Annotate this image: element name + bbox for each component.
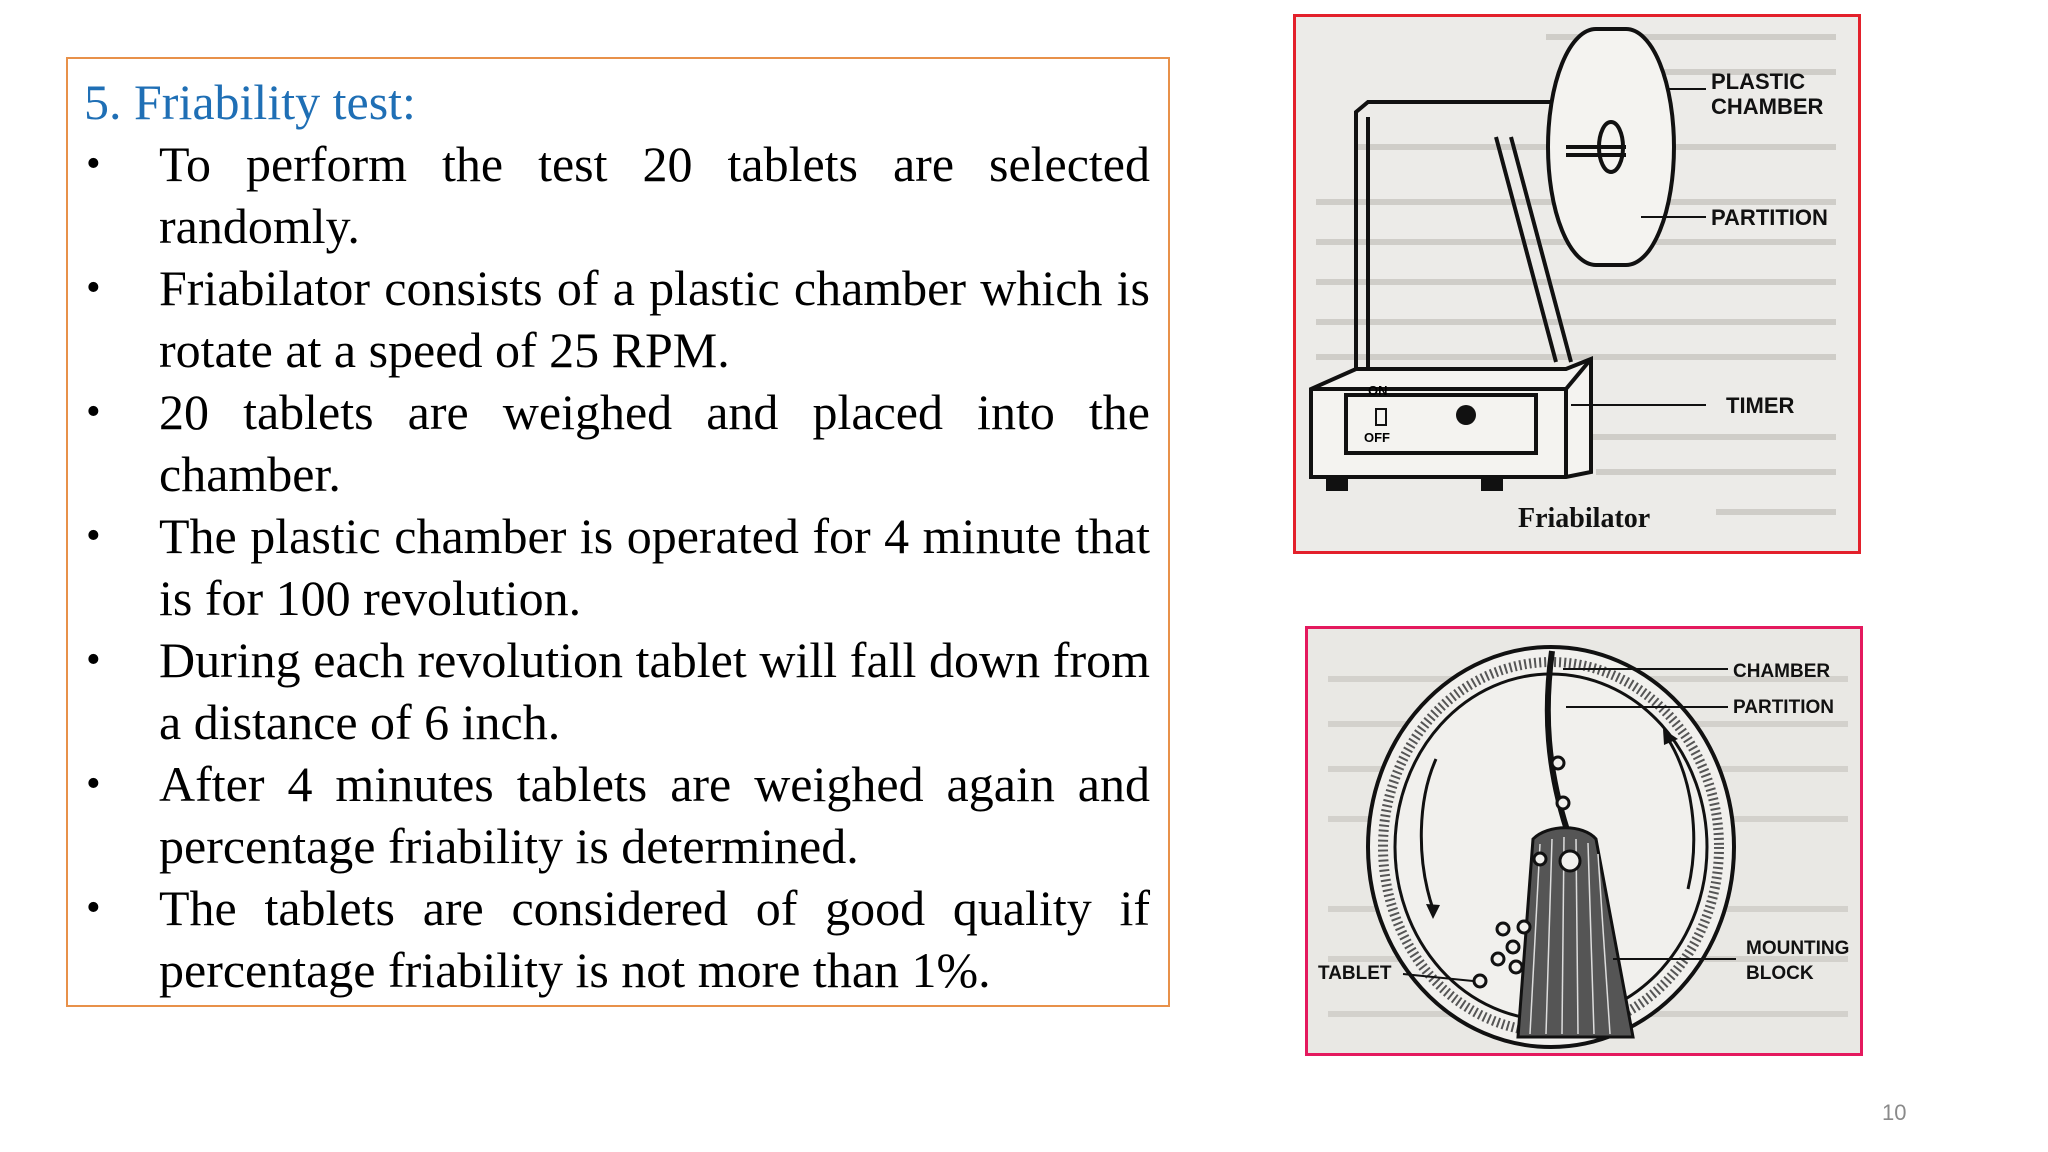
bullet-text: To perform the test 20 tablets are selected randomly. [159,136,1150,254]
content-text-box [66,57,1170,1007]
timer-knob [1456,405,1476,425]
bullet-text: The tablets are considered of good quality if percentage friability is not more than 1%. [159,880,1150,998]
page-number: 10 [1882,1100,1907,1125]
label-mounting: MOUNTING [1746,938,1850,959]
bullet-item [84,381,1150,505]
foot-right [1481,477,1503,491]
bullet-dot: • [86,141,101,187]
label-timer: TIMER [1726,393,1795,418]
bullet-text: 20 tablets are weighed and placed into the chamber. [159,384,1150,502]
label-chamber: CHAMBER [1711,94,1824,119]
foot-left [1326,477,1348,491]
bullet-text: Friabilator consists of a plastic chamber which is rotate at a speed of 25 RPM. [159,260,1150,378]
label-plastic: PLASTIC [1711,69,1806,94]
chamber-drawing [1308,629,1860,1053]
bullet-dot: • [86,389,101,435]
bullet-text: After 4 minutes tablets are weighed again and percentage friability is determined. [159,756,1150,874]
bullet-item [84,505,1150,629]
off-label: OFF [1364,430,1390,445]
friabilator-drawing [1296,17,1858,551]
bullet-dot: • [86,513,101,559]
bullet-text: During each revolution tablet will fall down from a distance of 6 inch. [159,632,1150,750]
bullet-dot: • [86,761,101,807]
bullet-item [84,133,1150,257]
bullet-item [84,877,1150,1001]
friabilator-figure [1293,14,1861,554]
bullet-item [84,257,1150,381]
bullet-dot: • [86,885,101,931]
plastic-drum [1548,29,1674,265]
label-chamber: CHAMBER [1733,661,1831,682]
label-block: BLOCK [1746,963,1814,984]
bullet-list [84,133,1150,1001]
bullet-dot: • [86,265,101,311]
label-partition: PARTITION [1711,205,1828,230]
bullet-item [84,629,1150,753]
friabilator-base [1311,359,1591,477]
bullet-item [84,753,1150,877]
bullet-text: The plastic chamber is operated for 4 minute that is for 100 revolution. [159,508,1150,626]
on-label: ON [1368,383,1388,398]
label-tablet: TABLET [1318,963,1392,984]
chamber-figure [1305,626,1863,1056]
spindle-hole [1560,851,1580,871]
section-heading: 5. Friability test: [84,74,416,130]
bullet-dot: • [86,637,101,683]
figure-caption: Friabilator [1518,503,1651,534]
label-partition: PARTITION [1733,697,1834,718]
